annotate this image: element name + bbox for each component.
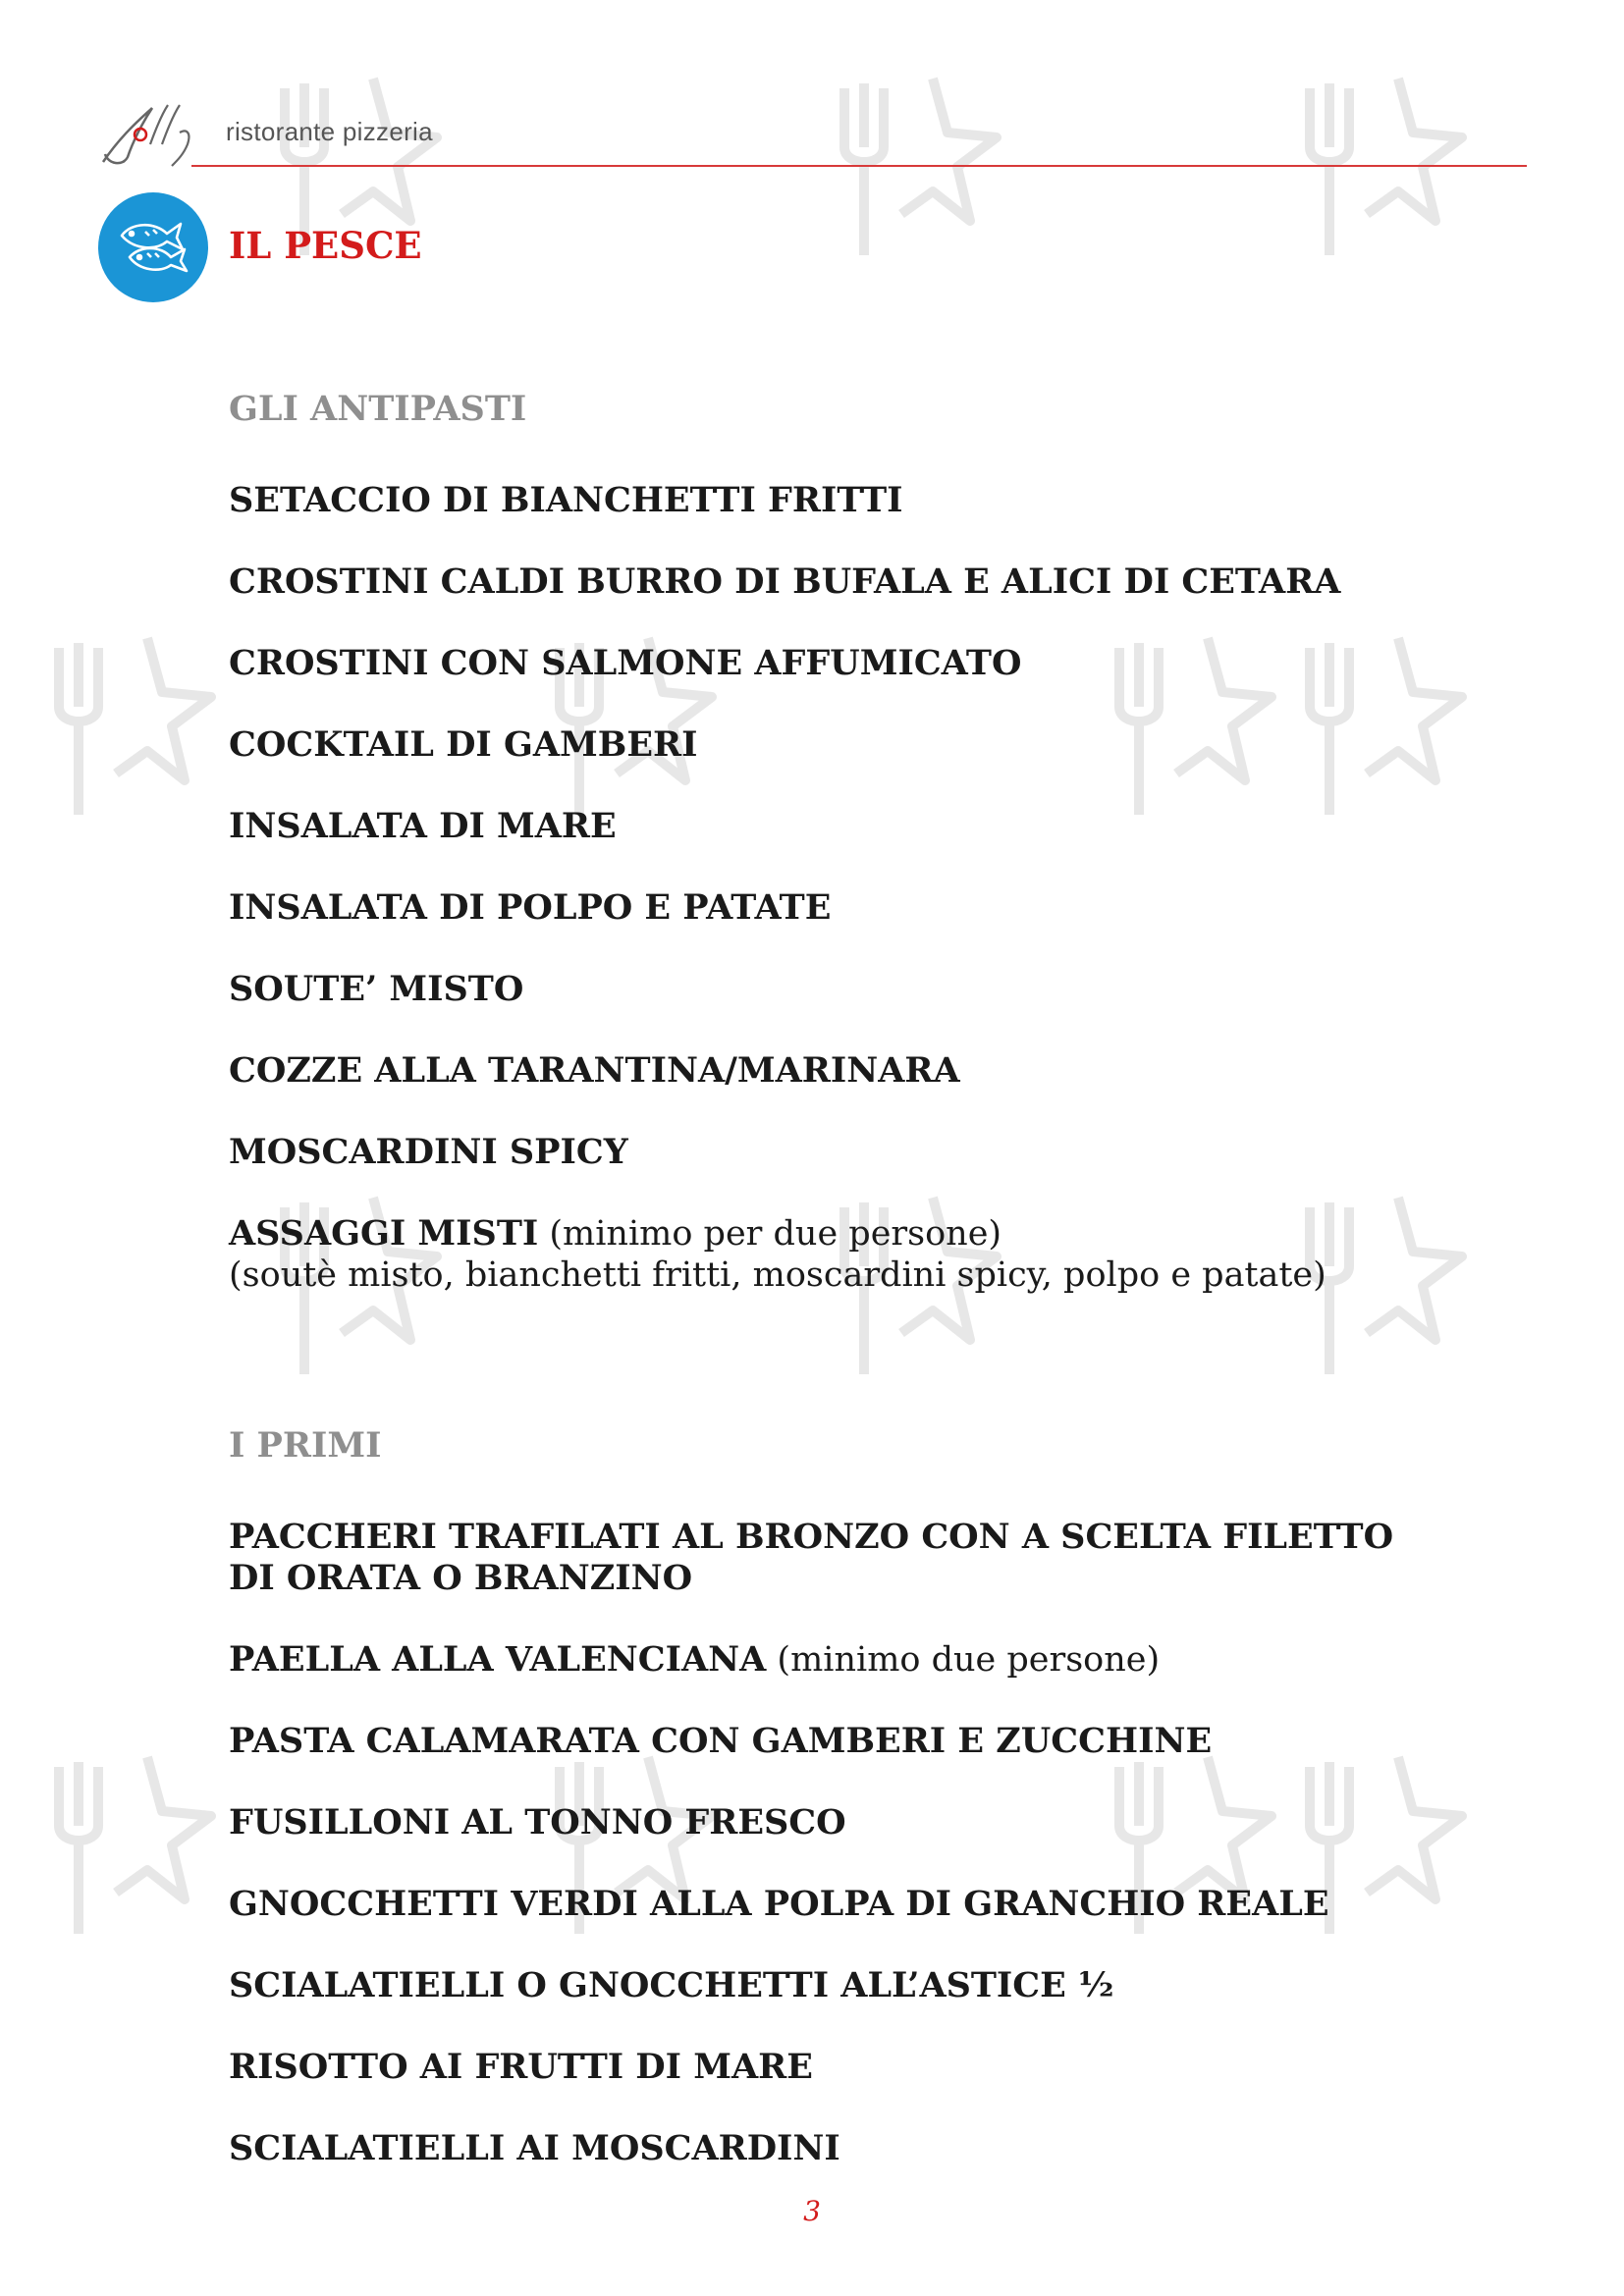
menu-item [229, 1132, 1466, 1173]
menu-item [229, 1050, 1466, 1092]
menu-item-name: PASTA CALAMARATA CON GAMBERI E ZUCCHINE [229, 1721, 1213, 1761]
menu-item-name: INSALATA DI POLPO E PATATE [229, 887, 832, 928]
category-heading-antipasti: GLI ANTIPASTI [229, 389, 527, 429]
menu-item [229, 1639, 1466, 1681]
menu-item-name: PAELLA ALLA VALENCIANA [229, 1639, 767, 1680]
section-title: IL PESCE [229, 224, 422, 267]
menu-item-name: COCKTAIL DI GAMBERI [229, 724, 698, 765]
fork-star-icon [0, 618, 216, 834]
menu-item [229, 1517, 1466, 1599]
menu-item-name: ASSAGGI MISTI [229, 1213, 539, 1254]
menu-item-name: SETACCIO DI BIANCHETTI FRITTI [229, 480, 903, 520]
menu-item-note: (minimo due persone) [766, 1640, 1161, 1680]
menu-item-name: RISOTTO AI FRUTTI DI MARE [229, 2047, 813, 2087]
menu-item-name: CROSTINI CALDI BURRO DI BUFALA E ALICI DI CETARA [229, 561, 1341, 602]
menu-item-description: (soutè misto, bianchetti fritti, moscardini spicy, polpo e patate) [229, 1255, 1326, 1295]
header-rule [191, 165, 1527, 167]
menu-item [229, 561, 1466, 603]
menu-item [229, 643, 1466, 684]
menu-item [229, 480, 1466, 521]
menu-item-name: GNOCCHETTI VERDI ALLA POLPA DI GRANCHIO REALE [229, 1884, 1329, 1924]
menu-item-name: PACCHERI TRAFILATI AL BRONZO CON A SCELTA FILETTO [229, 1517, 1394, 1557]
menu-item [229, 1721, 1466, 1762]
menu-item-name: INSALATA DI MARE [229, 806, 617, 846]
page-number: 3 [803, 2195, 821, 2227]
header [93, 93, 1527, 172]
menu-item-name: MOSCARDINI SPICY [229, 1132, 628, 1172]
menu-item [229, 1802, 1466, 1843]
fork-star-icon [0, 1737, 216, 1953]
menu-item [229, 2128, 1466, 2169]
fish-icon [98, 192, 208, 302]
menu-item-name: SCIALATIELLI AI MOSCARDINI [229, 2128, 840, 2168]
menu-item [229, 2047, 1466, 2088]
menu-item [229, 724, 1466, 766]
menu-item-note: (minimo per due persone) [538, 1214, 1002, 1254]
menu-item [229, 806, 1466, 847]
menu-item [229, 887, 1466, 929]
menu-item [229, 969, 1466, 1010]
menu-item-name: COZZE ALLA TARANTINA/MARINARA [229, 1050, 960, 1091]
category-heading-primi: I PRIMI [229, 1425, 382, 1466]
menu-item [229, 1884, 1466, 1925]
primi-list [229, 1517, 1466, 2169]
menu-item-name: FUSILLONI AL TONNO FRESCO [229, 1802, 846, 1842]
menu-content [229, 388, 1466, 2210]
jolly-logo [93, 93, 221, 172]
menu-item [229, 1965, 1466, 2006]
menu-item-name: CROSTINI CON SALMONE AFFUMICATO [229, 643, 1022, 683]
menu-item [229, 1213, 1466, 1296]
menu-item-name: SOUTE’ MISTO [229, 969, 524, 1009]
section-gap [229, 1336, 1466, 1424]
menu-item-name: SCIALATIELLI O GNOCCHETTI ALL’ASTICE ½ [229, 1965, 1114, 2005]
brand-name: ristorante pizzeria [226, 117, 433, 146]
antipasti-list [229, 480, 1466, 1296]
menu-item-name-continued: DI ORATA O BRANZINO [229, 1558, 693, 1598]
